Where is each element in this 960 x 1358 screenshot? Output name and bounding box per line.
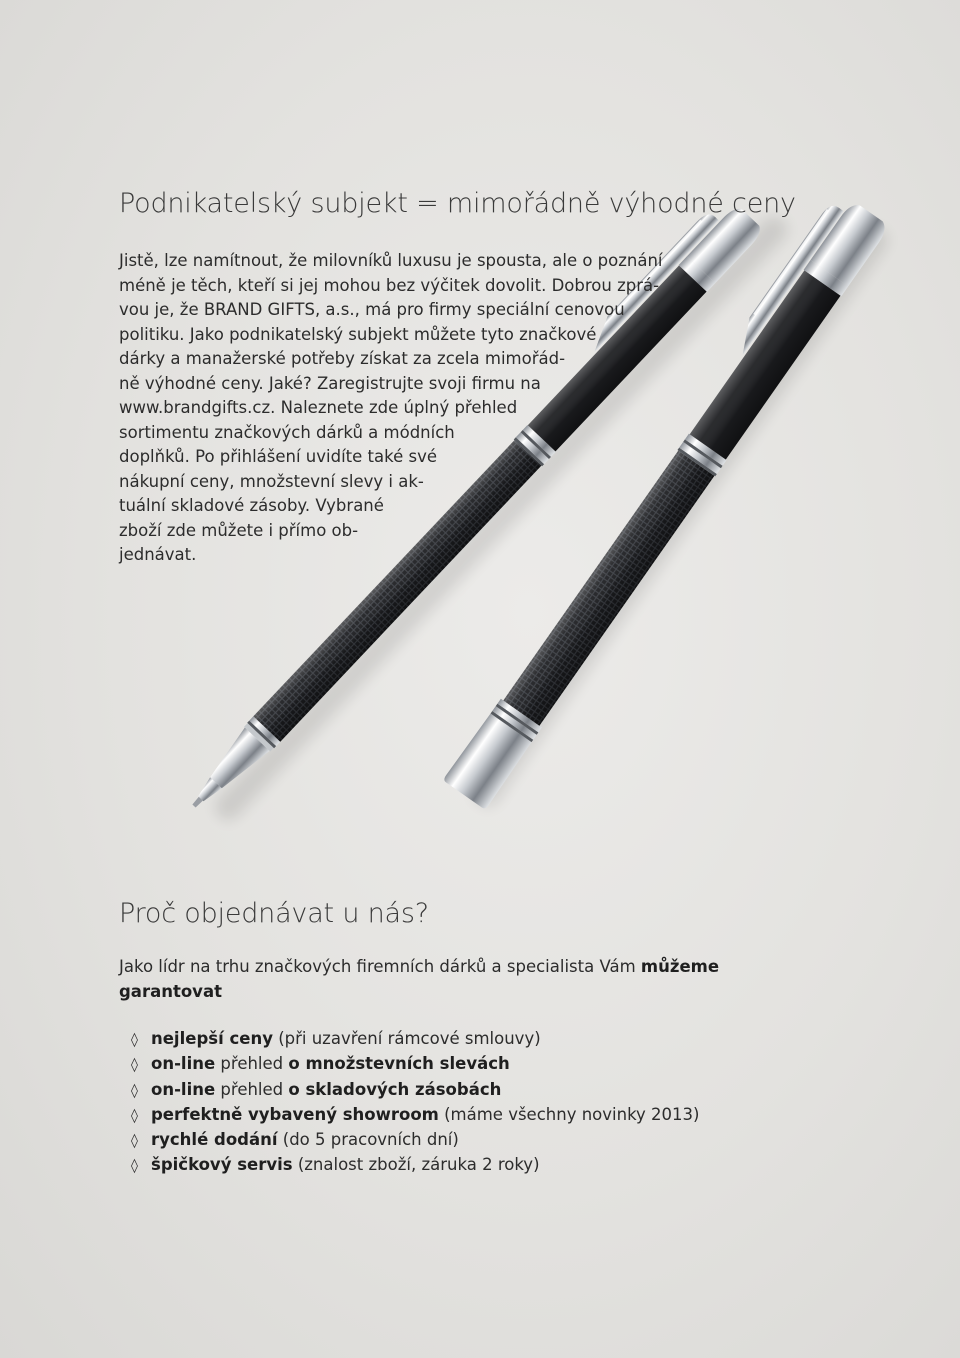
- paragraph-line: ně výhodné ceny. Jaké? Zaregistrujte svoji firmu na: [119, 373, 541, 393]
- benefit-item: [131, 1128, 699, 1153]
- benefit-item: [131, 1078, 699, 1103]
- diamond-bullet-icon: ◊: [131, 1082, 138, 1099]
- paragraph-line: méně je těch, kteří si jej mohou bez výčitek dovolit. Dobrou zprá-: [119, 275, 660, 295]
- benefit-highlight: nejlepší ceny: [151, 1029, 273, 1048]
- diamond-bullet-icon: ◊: [131, 1032, 138, 1048]
- paragraph-line: jednávat.: [119, 545, 197, 564]
- paragraph-line: politiku. Jako podnikatelský subjekt můžete tyto značkové: [119, 324, 597, 344]
- paragraph-line: tuální skladové zásoby. Vybrané: [119, 496, 384, 515]
- diamond-bullet-icon: ◊: [131, 1158, 138, 1175]
- paragraph-line: sortimentu značkových dárků a módních: [119, 422, 455, 442]
- intro-paragraph: [119, 249, 663, 568]
- benefit-text: (při uzavření rámcové smlouvy): [272, 1029, 541, 1048]
- paragraph-line: www.brandgifts.cz. Naleznete zde úplný přehled: [119, 398, 518, 417]
- paragraph-line: doplňků. Po přihlášení uvidíte také své: [119, 447, 437, 466]
- paragraph-line: nákupní ceny, množstevní slevy i ak-: [119, 471, 424, 491]
- benefit-item: [131, 1027, 699, 1052]
- diamond-bullet-icon: ◊: [131, 1107, 138, 1124]
- benefit-item: [131, 1153, 699, 1178]
- benefit-text: (máme všechny novinky 2013): [438, 1104, 700, 1124]
- benefit-item: [131, 1103, 699, 1128]
- heading-business-entity: Podnikatelský subjekt = mimořádně výhodné ceny: [119, 188, 796, 219]
- paragraph-line: vou je, že BRAND GIFTS, a.s., má pro firmy speciální cenovou: [119, 300, 625, 319]
- benefit-highlight: o skladových zásobách: [288, 1079, 502, 1099]
- benefit-text: přehled: [215, 1079, 289, 1099]
- guarantee-intro-text: Jako lídr na trhu značkových firemních dárků a specialista Vám: [119, 957, 641, 976]
- guarantee-intro-line: [119, 980, 719, 1005]
- heading-why-order: Proč objednávat u nás?: [119, 898, 429, 929]
- benefit-highlight: rychlé dodání: [151, 1130, 278, 1150]
- guarantee-intro-line: [119, 955, 719, 980]
- benefit-text: (znalost zboží, záruka 2 roky): [292, 1155, 540, 1175]
- diamond-bullet-icon: ◊: [131, 1133, 138, 1150]
- benefit-highlight: o množstevních slevách: [288, 1054, 510, 1074]
- benefit-text: přehled: [215, 1054, 289, 1074]
- paragraph-line: Jistě, lze namítnout, že milovníků luxusu je spousta, ale o poznání: [119, 251, 663, 270]
- diamond-bullet-icon: ◊: [131, 1057, 138, 1074]
- paragraph-line: dárky a manažerské potřeby získat za zcela mimořád-: [119, 349, 566, 368]
- benefit-highlight: on-line: [151, 1079, 216, 1099]
- guarantee-intro-bold: můžeme: [640, 957, 720, 976]
- benefit-text: (do 5 pracovních dní): [277, 1130, 459, 1150]
- benefit-highlight: on-line: [151, 1054, 216, 1074]
- benefit-highlight: špičkový servis: [151, 1155, 293, 1175]
- benefit-highlight: perfektně vybavený showroom: [151, 1104, 439, 1124]
- guarantee-intro-bold: garantovat: [119, 981, 222, 1001]
- guarantee-intro: [119, 955, 719, 1004]
- paragraph-line: zboží zde můžete i přímo ob-: [119, 520, 359, 540]
- benefits-list: [131, 1027, 699, 1179]
- benefit-item: [131, 1052, 699, 1077]
